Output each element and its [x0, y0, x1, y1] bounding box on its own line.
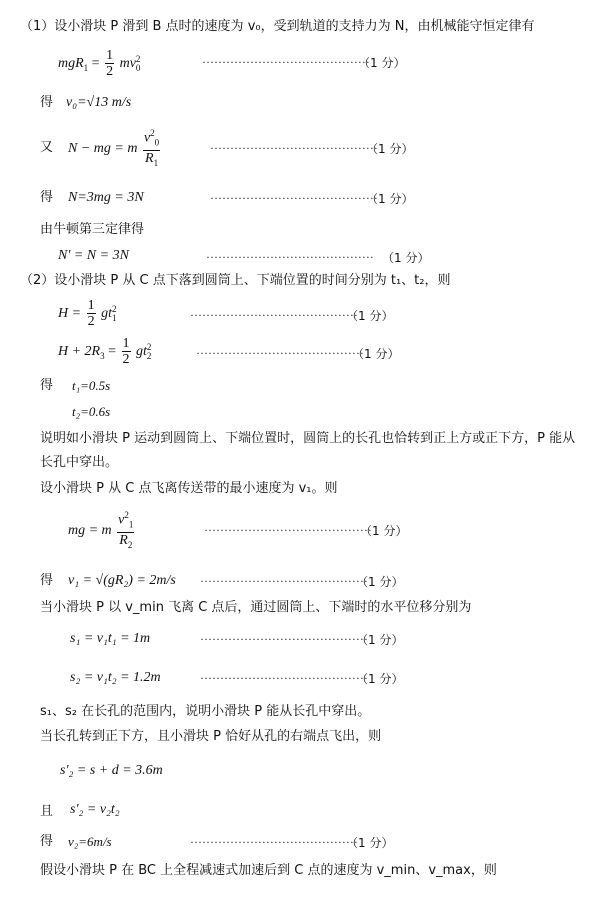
equation-s1: s₁ = v₁t₁ = 1m	[70, 631, 151, 646]
score-mark: （1 分）	[356, 633, 404, 647]
explanation-line-2: 长孔中穿出。	[40, 455, 119, 470]
turn-line: 当长孔转到正下方，且小滑块 P 恰好从孔的右端点飞出，则	[40, 729, 382, 744]
score-mark: （1 分）	[382, 251, 430, 265]
eq2-den: R	[145, 151, 154, 167]
dot-leader: ··········································	[204, 523, 372, 537]
result-t2: t₂=0.6s	[72, 404, 111, 419]
score-mark: （1 分）	[352, 347, 400, 361]
eq5-rhs-sub: 2	[146, 350, 152, 361]
explanation-line-1: 说明如小滑块 P 运动到圆筒上、下端位置时，圆筒上的长孔也恰转到正上方或正下方，P 能从	[40, 431, 576, 446]
result-label: 得	[40, 378, 54, 393]
eq1-lhs: mgR	[58, 56, 84, 71]
eq1-lhs-sub: 1	[83, 62, 89, 73]
result-v0: v₀=√13 m/s	[66, 95, 132, 110]
dot-leader: ··········································	[200, 574, 368, 588]
equation-normal-force	[68, 126, 162, 168]
eq1-fraction	[105, 48, 114, 79]
eq5-fraction	[122, 336, 131, 367]
score-mark: （1 分）	[366, 142, 414, 156]
eq1-frac-den: 2	[106, 64, 114, 80]
eq5-frac-num: 1	[122, 336, 130, 352]
eq1-equals: =	[91, 56, 100, 71]
eq5-lhs-sub: 3	[100, 350, 105, 361]
eq2-fraction	[143, 126, 160, 171]
dot-leader: ··········································	[202, 55, 370, 69]
result-v1: v₁ = √(gR₂) = 2m/s	[68, 573, 176, 588]
eq2-num-sub: 0	[154, 137, 160, 148]
eq6-num: v	[118, 512, 125, 528]
result-label: 得	[40, 190, 54, 205]
dot-leader: ··········································	[210, 141, 378, 155]
part1-intro: （1）设小滑块 P 滑到 B 点时的速度为 v₀，受到轨道的支持力为 N，由机械能守恒定律有	[20, 19, 535, 34]
eq2-lhs: N − mg = m	[68, 140, 138, 156]
eq4-frac-den: 2	[87, 314, 95, 330]
equation-s2-prime: s′₂ = s + d = 3.6m	[60, 763, 163, 778]
result-label: 得	[40, 573, 54, 588]
eq4-frac-num: 1	[87, 298, 95, 314]
eq1-frac-num: 1	[106, 48, 114, 64]
equation-fall-time-top	[58, 294, 116, 334]
eq6-den-sub: 2	[127, 540, 133, 551]
score-mark: （1 分）	[358, 56, 406, 70]
dot-leader: ··········································	[196, 346, 364, 360]
and-label: 且	[40, 804, 54, 819]
eq2-num: v	[143, 130, 151, 146]
eq4-rhs: gt	[101, 306, 112, 321]
eq4-rhs-sup: 2	[111, 303, 117, 314]
eq4-rhs-sub: 1	[111, 312, 117, 323]
eq5-frac-den: 2	[122, 352, 130, 368]
eq2-num-sup: 2	[150, 128, 155, 138]
equation-fall-time-bottom	[58, 332, 151, 372]
dot-leader: ··········································	[200, 671, 368, 685]
vmin-line: 当小滑块 P 以 v_min 飞离 C 点后，通过圆筒上、下端时的水平位移分别为	[40, 600, 472, 615]
score-mark: （1 分）	[360, 524, 408, 538]
eq1-rhs-sup: 2	[135, 53, 141, 64]
eq6-den: R	[119, 533, 128, 549]
last-line: 假设小滑块 P 在 BC 上全程减速式加速后到 C 点的速度为 v_min、v_max，则	[40, 863, 497, 878]
eq5-equals: =	[108, 344, 117, 359]
eq6-fraction	[117, 508, 134, 553]
eq2-den-sub: 1	[153, 158, 159, 169]
also-label: 又	[40, 140, 54, 155]
eq5-rhs: gt	[136, 344, 147, 359]
min-speed-line: 设小滑块 P 从 C 点飞离传送带的最小速度为 v₁。则	[40, 481, 338, 496]
equation-reaction-force: N' = N = 3N	[58, 248, 129, 263]
result-normal-force: N=3mg = 3N	[68, 190, 144, 205]
range-line: s₁、s₂ 在长孔的范围内，说明小滑块 P 能从长孔中穿出。	[40, 704, 371, 719]
eq1-rhs: mv	[119, 56, 136, 71]
result-t1: t₁=0.5s	[72, 378, 111, 393]
result-v2: v₂=6m/s	[68, 834, 112, 849]
dot-leader: ··········································	[190, 308, 358, 322]
dot-leader: ··········································	[200, 632, 368, 646]
equation-energy-conservation	[58, 44, 140, 84]
score-mark: （1 分）	[366, 192, 414, 206]
eq5-lhs: H + 2R	[58, 344, 101, 359]
score-mark: （1 分）	[346, 836, 394, 850]
dot-leader: ··········································	[210, 191, 378, 205]
eq5-rhs-sup: 2	[146, 341, 152, 352]
eq6-lhs: mg = m	[68, 522, 112, 538]
score-mark: （1 分）	[346, 309, 394, 323]
score-mark: （1 分）	[356, 672, 404, 686]
equation-s2-prime-v2: s′₂ = v₂t₂	[70, 802, 120, 817]
eq1-rhs-sub: 0	[135, 62, 141, 73]
part2-intro: （2）设小滑块 P 从 C 点下落到圆筒上、下端位置的时间分别为 t₁、t₂，则	[20, 273, 451, 288]
eq4-fraction	[87, 298, 96, 329]
score-mark: （1 分）	[356, 575, 404, 589]
eq4-lhs: H =	[58, 306, 82, 321]
dot-leader: ··········································	[190, 835, 358, 849]
result-label: 得	[40, 95, 54, 110]
equation-min-speed	[68, 508, 136, 552]
result-label: 得	[40, 834, 54, 849]
eq6-num-sub: 1	[128, 519, 134, 530]
equation-s2: s₂ = v₁t₂ = 1.2m	[70, 670, 161, 685]
eq6-num-sup: 2	[124, 510, 129, 520]
dot-leader: ··········································	[206, 250, 374, 264]
newton-third-law-line: 由牛顿第三定律得	[40, 222, 145, 237]
